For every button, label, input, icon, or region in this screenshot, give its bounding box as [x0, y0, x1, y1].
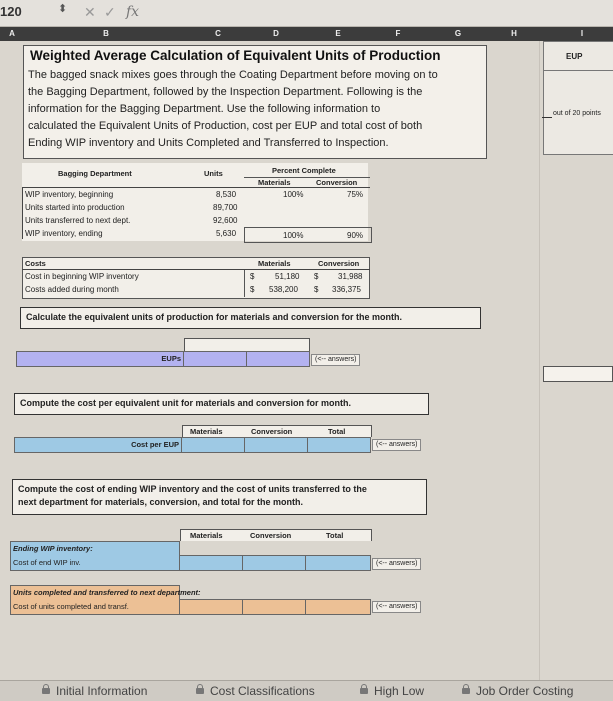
q2-prompt: Compute the cost per equivalent unit for materials and conversion for month.: [14, 393, 429, 415]
cost-row-currency: $: [250, 285, 255, 294]
ending-wip-conversion-input[interactable]: [242, 555, 306, 571]
ending-wip-materials-input[interactable]: [179, 555, 243, 571]
tab-job-order-costing[interactable]: [462, 684, 573, 698]
ending-wip-total-input[interactable]: [305, 555, 371, 571]
column-header-h[interactable]: H: [511, 29, 517, 38]
lock-icon: [196, 688, 204, 694]
column-header-b[interactable]: B: [103, 29, 109, 38]
column-header-f[interactable]: F: [395, 29, 401, 38]
tab-high-low[interactable]: [360, 684, 424, 698]
tab-label: High Low: [374, 684, 425, 698]
instructions-box: [23, 45, 487, 159]
q3-transfer-answer-hint: (<-- answers): [372, 601, 421, 613]
dept-header: Bagging Department: [58, 169, 132, 178]
cost-row-conversion: 31,988: [338, 272, 363, 281]
column-header-g[interactable]: G: [454, 29, 462, 38]
intro-line: the Bagging Department, followed by the Inspection Department. Following is the: [28, 86, 423, 98]
page-title: Weighted Average Calculation of Equivalent Units of Production: [30, 48, 441, 63]
units-header: Units: [204, 169, 223, 178]
cost-row-materials: 538,200: [269, 285, 298, 294]
cost-per-eup-label-cell: [14, 437, 182, 453]
q2-conversion-header: Conversion: [251, 427, 293, 436]
q3-materials-header: Materials: [190, 531, 223, 540]
q1-prompt: Calculate the equivalent units of production for materials and conversion for the month.: [20, 307, 481, 329]
cost-materials-header: Materials: [258, 259, 291, 268]
cost-row-label: Costs added during month: [25, 285, 119, 294]
score-input[interactable]: [543, 366, 613, 382]
sheet-grid: [0, 41, 613, 680]
lock-icon: [42, 688, 50, 694]
eup-label: EUP: [566, 52, 583, 61]
cost-conversion-header: Conversion: [318, 259, 360, 268]
q2-answer-hint: (<-- answers): [372, 439, 421, 451]
sheet-tabs-bar: [0, 680, 613, 701]
dept-row-units: 89,700: [213, 203, 238, 212]
ending-wip-label-cell: [10, 541, 180, 571]
intro-line: calculated the Equivalent Units of Production, cost per EUP and total cost of both: [28, 120, 423, 132]
q3-prompt-line: Compute the cost of ending WIP inventory and the cost of units transferred to the: [18, 484, 367, 494]
tab-cost-classifications[interactable]: [196, 684, 315, 698]
intro-line: Ending WIP inventory and Units Completed and Transferred to Inspection.: [28, 137, 389, 149]
tab-label: Cost Classifications: [210, 684, 315, 698]
cancel-icon[interactable]: ✕: [84, 4, 96, 20]
dept-row-label: Units started into production: [25, 203, 125, 212]
column-header-d[interactable]: D: [273, 29, 279, 38]
name-box-dropdown-icon[interactable]: ⬍: [58, 3, 68, 15]
name-box[interactable]: 120: [0, 4, 22, 19]
transfer-row-label: Cost of units completed and transf.: [13, 602, 129, 611]
transfer-total-input[interactable]: [305, 599, 371, 615]
ending-wip-row-label: Cost of end WIP inv.: [13, 558, 81, 567]
conversion-header: Conversion: [316, 178, 358, 187]
lock-icon: [360, 688, 368, 694]
q2-total-header: Total: [328, 427, 346, 436]
q1-answer-hint: (<-- answers): [311, 354, 360, 366]
ending-wip-heading: Ending WIP inventory:: [13, 544, 93, 553]
dept-row-materials: 100%: [283, 190, 304, 199]
score-label: out of 20 points: [553, 110, 601, 117]
dept-row-units: 8,530: [216, 190, 237, 199]
score-panel: [543, 41, 613, 155]
dept-row-units: 92,600: [213, 216, 238, 225]
formula-bar: [0, 0, 613, 27]
q2-row-label: Cost per EUP: [131, 440, 179, 449]
dept-row-materials: 100%: [283, 231, 304, 240]
transfer-materials-input[interactable]: [179, 599, 243, 615]
materials-header: Materials: [258, 178, 291, 187]
transfer-label-cell: [10, 585, 201, 615]
cost-row-currency: $: [250, 272, 255, 281]
intro-line: information for the Bagging Department. Use the following information to: [28, 103, 381, 115]
q1-row-label: EUPs: [161, 354, 181, 363]
transfer-heading: Units completed and transferred to next department:: [13, 588, 201, 597]
q3-total-header: Total: [326, 531, 344, 540]
tab-initial-information[interactable]: [42, 684, 147, 698]
eups-conversion-input[interactable]: [246, 351, 310, 367]
cost-per-eup-conversion-input[interactable]: [244, 437, 308, 453]
column-header-a[interactable]: A: [9, 29, 15, 38]
eups-materials-input[interactable]: [183, 351, 247, 367]
fx-icon[interactable]: fx: [126, 4, 140, 20]
tab-label: Job Order Costing: [476, 684, 574, 698]
dept-row-label: WIP inventory, beginning: [25, 190, 114, 199]
costs-header: Costs: [25, 259, 46, 268]
transfer-conversion-input[interactable]: [242, 599, 306, 615]
intro-line: The bagged snack mixes goes through the Coating Department before moving on to: [28, 69, 438, 81]
cost-row-label: Cost in beginning WIP inventory: [25, 272, 139, 281]
dept-row-units: 5,630: [216, 229, 237, 238]
confirm-icon[interactable]: ✓: [104, 4, 116, 20]
column-header-bar: [0, 27, 613, 41]
q3-conversion-header: Conversion: [250, 531, 292, 540]
cost-row-currency: $: [314, 272, 319, 281]
cost-row-currency: $: [314, 285, 319, 294]
cost-per-eup-total-input[interactable]: [307, 437, 371, 453]
column-header-i[interactable]: I: [580, 29, 584, 38]
dept-row-label: WIP inventory, ending: [25, 229, 103, 238]
cost-per-eup-materials-input[interactable]: [181, 437, 245, 453]
percent-complete-header: Percent Complete: [272, 166, 336, 175]
column-header-e[interactable]: E: [335, 29, 341, 38]
dept-row-label: Units transferred to next dept.: [25, 216, 131, 225]
lock-icon: [462, 688, 470, 694]
q3-ending-answer-hint: (<-- answers): [372, 558, 421, 570]
eups-label-cell: [16, 351, 184, 367]
q3-prompt-line: next department for materials, conversion, and total for the month.: [18, 497, 304, 507]
cost-row-conversion: 336,375: [332, 285, 361, 294]
q3-prompt: [12, 479, 427, 515]
column-header-c[interactable]: C: [215, 29, 221, 38]
q2-materials-header: Materials: [190, 427, 223, 436]
dept-row-conversion: 90%: [347, 231, 364, 240]
dept-row-conversion: 75%: [347, 190, 364, 199]
tab-label: Initial Information: [56, 684, 148, 698]
cost-row-materials: 51,180: [275, 272, 300, 281]
